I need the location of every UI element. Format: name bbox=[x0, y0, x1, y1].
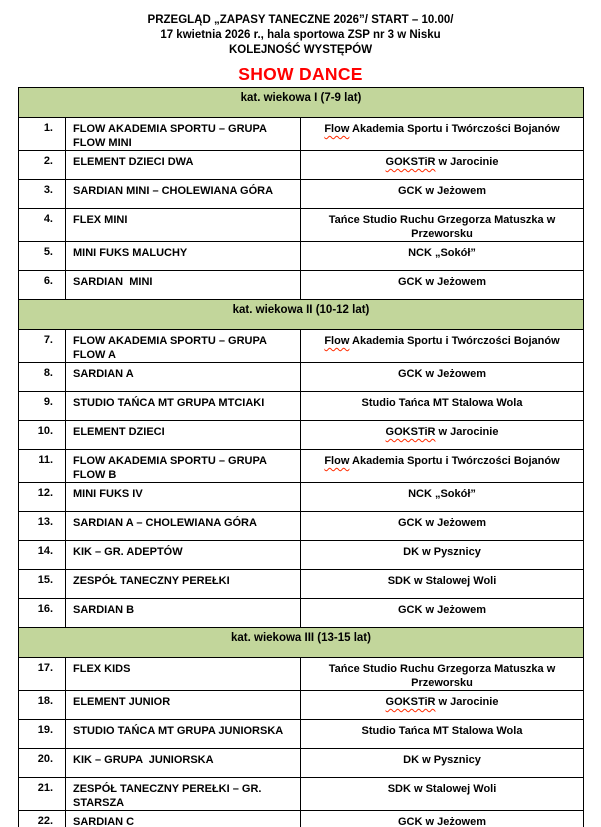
group-name-cell: ZESPÓŁ TANECZNY PEREŁKI bbox=[66, 570, 301, 599]
table-row bbox=[19, 570, 584, 599]
institution-cell bbox=[301, 392, 584, 421]
institution-cell bbox=[301, 720, 584, 749]
group-name-cell: SARDIAN B bbox=[66, 599, 301, 628]
page-title: SHOW DANCE bbox=[238, 64, 363, 84]
entry-number-cell: 3. bbox=[19, 180, 66, 209]
institution-text: GCK w Jeżowem bbox=[397, 185, 487, 197]
institution-cell bbox=[301, 570, 584, 599]
institution-misspelled-word: GOKSTiR bbox=[385, 156, 436, 168]
institution-cell bbox=[301, 541, 584, 570]
table-row bbox=[19, 180, 584, 209]
table-row bbox=[19, 658, 584, 691]
institution-cell bbox=[301, 242, 584, 271]
institution-cell bbox=[301, 363, 584, 392]
group-name-cell: KIK – GR. ADEPTÓW bbox=[66, 541, 301, 570]
institution-misspelled-word: GOKSTiR bbox=[385, 426, 436, 438]
institution-cell bbox=[301, 512, 584, 541]
institution-text: Tańce Studio Ruchu Grzegorza Matuszka w Przeworsku bbox=[328, 663, 559, 689]
institution-cell bbox=[301, 209, 584, 242]
entry-number-cell: 7. bbox=[19, 330, 66, 363]
table-row bbox=[19, 749, 584, 778]
institution-text: Studio Tańca MT Stalowa Wola bbox=[361, 397, 523, 409]
institution-text: Akademia Sportu i Twórczości Bojanów bbox=[349, 335, 560, 347]
table-row bbox=[19, 330, 584, 363]
group-name-cell: SARDIAN C bbox=[66, 811, 301, 827]
table-row bbox=[19, 271, 584, 300]
entry-number-cell: 13. bbox=[19, 512, 66, 541]
group-name-cell: FLOW AKADEMIA SPORTU – GRUPA FLOW A bbox=[66, 330, 301, 363]
table-row bbox=[19, 541, 584, 570]
institution-misspelled-word: Flow bbox=[324, 123, 350, 135]
entry-number-cell: 16. bbox=[19, 599, 66, 628]
group-name-cell: FLOW AKADEMIA SPORTU – GRUPA FLOW MINI bbox=[66, 118, 301, 151]
group-name-cell: SARDIAN A bbox=[66, 363, 301, 392]
entry-number-cell: 20. bbox=[19, 749, 66, 778]
category-row bbox=[19, 300, 584, 330]
entry-number-cell: 6. bbox=[19, 271, 66, 300]
entry-number-cell: 14. bbox=[19, 541, 66, 570]
entry-number-cell: 17. bbox=[19, 658, 66, 691]
institution-text: NCK „Sokół” bbox=[408, 488, 476, 500]
institution-text: GCK w Jeżowem bbox=[397, 517, 487, 529]
group-name-cell: FLOW AKADEMIA SPORTU – GRUPA FLOW B bbox=[66, 450, 301, 483]
table-row bbox=[19, 512, 584, 541]
table-row bbox=[19, 778, 584, 811]
institution-cell bbox=[301, 811, 584, 827]
institution-text: Tańce Studio Ruchu Grzegorza Matuszka w Przeworsku bbox=[328, 214, 559, 240]
entry-number-cell: 4. bbox=[19, 209, 66, 242]
table-row bbox=[19, 421, 584, 450]
header-line-event: PRZEGLĄD „ZAPASY TANECZNE 2026”/ START – 10.00/ bbox=[147, 14, 454, 26]
institution-cell bbox=[301, 658, 584, 691]
group-name-cell: STUDIO TAŃCA MT GRUPA MTCIAKI bbox=[66, 392, 301, 421]
institution-text: Studio Tańca MT Stalowa Wola bbox=[361, 725, 523, 737]
institution-cell bbox=[301, 778, 584, 811]
entry-number-cell: 12. bbox=[19, 483, 66, 512]
group-name-cell: MINI FUKS MALUCHY bbox=[66, 242, 301, 271]
group-name-cell: SARDIAN MINI – CHOLEWIANA GÓRA bbox=[66, 180, 301, 209]
table-row bbox=[19, 720, 584, 749]
institution-text: GCK w Jeżowem bbox=[397, 816, 487, 827]
entry-number-cell: 18. bbox=[19, 691, 66, 720]
group-name-cell: KIK – GRUPA JUNIORSKA bbox=[66, 749, 301, 778]
header-line-date-venue: 17 kwietnia 2026 r., hala sportowa ZSP nr 3 w Nisku bbox=[160, 29, 441, 41]
entry-number-cell: 21. bbox=[19, 778, 66, 811]
institution-text: NCK „Sokół” bbox=[408, 247, 476, 259]
group-name-cell: ZESPÓŁ TANECZNY PEREŁKI – GR. STARSZA bbox=[66, 778, 301, 811]
entry-number-cell: 5. bbox=[19, 242, 66, 271]
institution-text: Akademia Sportu i Twórczości Bojanów bbox=[349, 123, 560, 135]
institution-cell bbox=[301, 330, 584, 363]
entry-number-cell: 15. bbox=[19, 570, 66, 599]
group-name-cell: SARDIAN A – CHOLEWIANA GÓRA bbox=[66, 512, 301, 541]
institution-misspelled-word: GOKSTiR bbox=[385, 696, 436, 708]
institution-misspelled-word: Flow bbox=[324, 335, 350, 347]
category-header: kat. wiekowa II (10-12 lat) bbox=[19, 300, 584, 330]
institution-text: DK w Pysznicy bbox=[403, 546, 481, 558]
group-name-cell: ELEMENT JUNIOR bbox=[66, 691, 301, 720]
table-row bbox=[19, 599, 584, 628]
group-name-cell: FLEX MINI bbox=[66, 209, 301, 242]
schedule-table bbox=[18, 87, 584, 827]
institution-text: SDK w Stalowej Woli bbox=[387, 783, 497, 795]
table-row bbox=[19, 118, 584, 151]
table-row bbox=[19, 450, 584, 483]
institution-misspelled-word: Flow bbox=[324, 455, 350, 467]
institution-cell bbox=[301, 483, 584, 512]
institution-text: DK w Pysznicy bbox=[403, 754, 481, 766]
institution-text: Akademia Sportu i Twórczości Bojanów bbox=[349, 455, 560, 467]
entry-number-cell: 19. bbox=[19, 720, 66, 749]
table-row bbox=[19, 691, 584, 720]
entry-number-cell: 22. bbox=[19, 811, 66, 827]
institution-text: w Jarocinie bbox=[435, 696, 499, 708]
group-name-cell: ELEMENT DZIECI DWA bbox=[66, 151, 301, 180]
table-row bbox=[19, 363, 584, 392]
table-row bbox=[19, 392, 584, 421]
institution-text: GCK w Jeżowem bbox=[397, 604, 487, 616]
group-name-cell: FLEX KIDS bbox=[66, 658, 301, 691]
entry-number-cell: 1. bbox=[19, 118, 66, 151]
institution-cell bbox=[301, 180, 584, 209]
institution-cell bbox=[301, 691, 584, 720]
institution-cell bbox=[301, 151, 584, 180]
institution-cell bbox=[301, 749, 584, 778]
entry-number-cell: 9. bbox=[19, 392, 66, 421]
group-name-cell: ELEMENT DZIECI bbox=[66, 421, 301, 450]
category-row bbox=[19, 628, 584, 658]
document-header bbox=[0, 0, 601, 58]
entry-number-cell: 2. bbox=[19, 151, 66, 180]
table-row bbox=[19, 242, 584, 271]
institution-cell bbox=[301, 271, 584, 300]
category-header: kat. wiekowa III (13-15 lat) bbox=[19, 628, 584, 658]
institution-text: w Jarocinie bbox=[435, 156, 499, 168]
institution-text: SDK w Stalowej Woli bbox=[387, 575, 497, 587]
header-line-order: KOLEJNOŚĆ WYSTĘPÓW bbox=[228, 44, 373, 56]
institution-text: GCK w Jeżowem bbox=[397, 276, 487, 288]
institution-cell bbox=[301, 118, 584, 151]
group-name-cell: MINI FUKS IV bbox=[66, 483, 301, 512]
group-name-cell: SARDIAN MINI bbox=[66, 271, 301, 300]
table-row bbox=[19, 151, 584, 180]
institution-text: GCK w Jeżowem bbox=[397, 368, 487, 380]
category-header: kat. wiekowa I (7-9 lat) bbox=[19, 88, 584, 118]
entry-number-cell: 8. bbox=[19, 363, 66, 392]
institution-cell bbox=[301, 599, 584, 628]
institution-cell bbox=[301, 421, 584, 450]
category-row bbox=[19, 88, 584, 118]
entry-number-cell: 10. bbox=[19, 421, 66, 450]
table-row bbox=[19, 209, 584, 242]
entry-number-cell: 11. bbox=[19, 450, 66, 483]
institution-text: w Jarocinie bbox=[435, 426, 499, 438]
group-name-cell: STUDIO TAŃCA MT GRUPA JUNIORSKA bbox=[66, 720, 301, 749]
table-row bbox=[19, 811, 584, 827]
table-row bbox=[19, 483, 584, 512]
institution-cell bbox=[301, 450, 584, 483]
